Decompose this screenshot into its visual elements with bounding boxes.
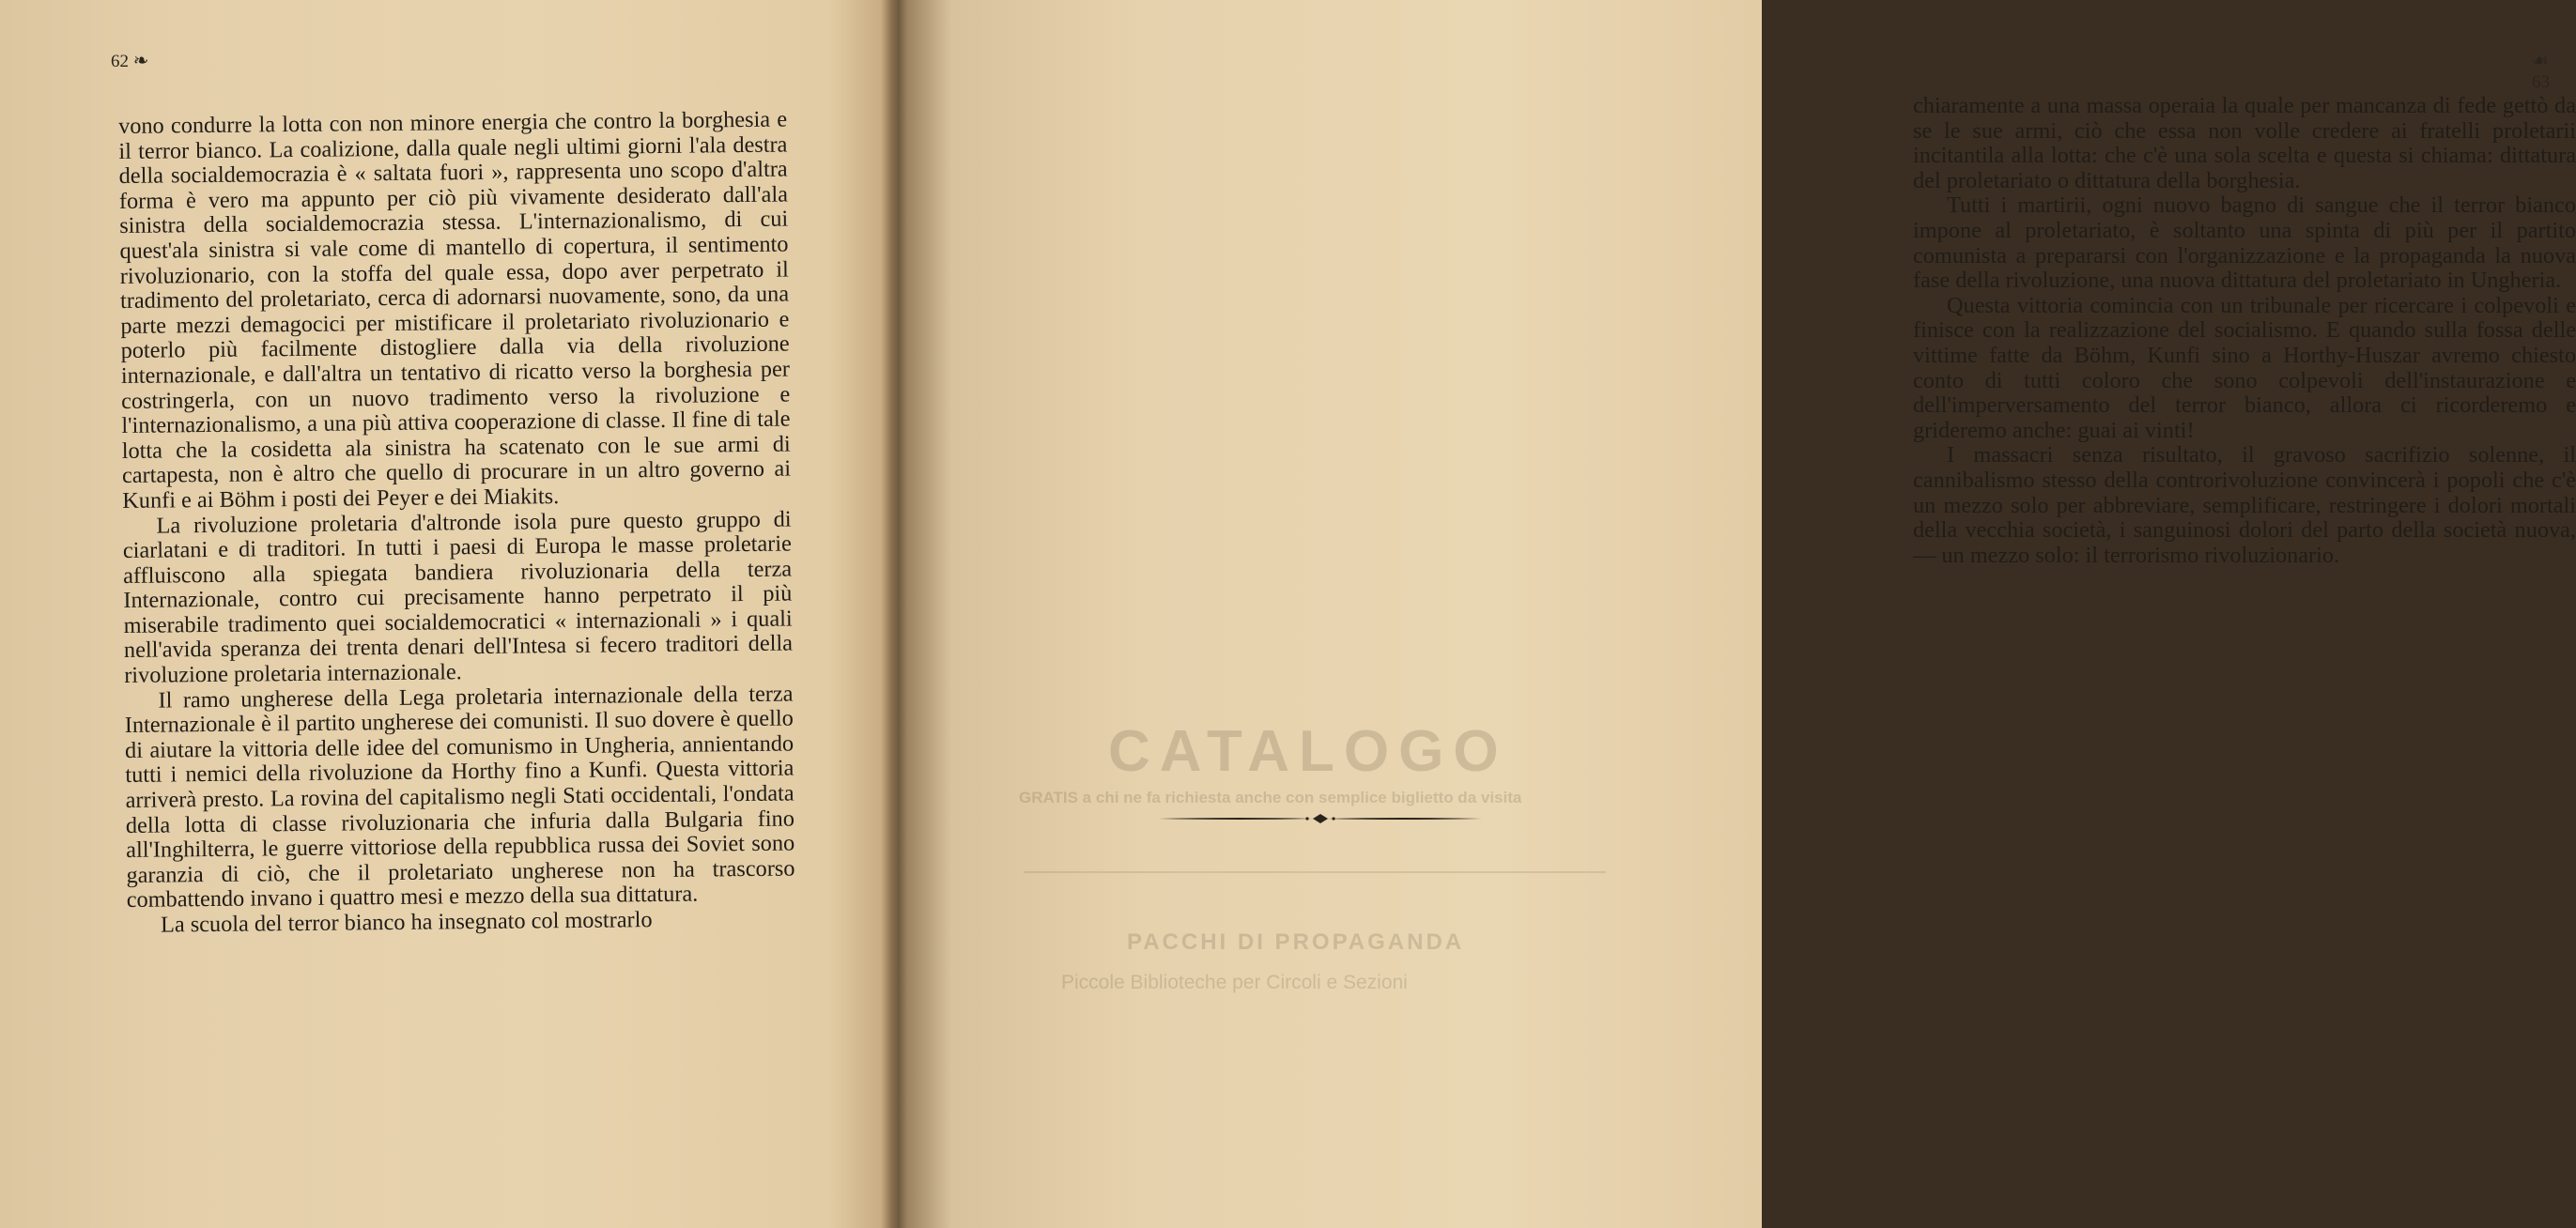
paragraph: La scuola del terror bianco ha insegnato col mostrarlo: [160, 907, 653, 938]
bleed-through-subline: GRATIS a chi ne fa richiesta anche con semplice biglietto da visita: [1019, 789, 1522, 806]
bleed-through-heading: CATALOGO: [1108, 719, 1508, 784]
page-number-value: 62: [111, 52, 129, 71]
fleuron-icon: ❧: [132, 51, 149, 71]
paragraph: La rivoluzione proletaria d'altronde isola pure questo gruppo di ciarlatani e di traditori. In tutti i paesi di Europa le masse proletarie affluiscono alla spiegata bandiera rivoluzionaria della terza Internazionale, contro cui precisamente hanno perpetrato il più miserabile tradimento quei socialdemocratici « internazionali » i quali nell'avida speranza dei trenta denari dell'Intesa si fecero traditori della rivoluzione proletaria internazionale.: [122, 506, 794, 689]
paragraph: vono condurre la lotta con non minore energia che contro la borghesia e il terror bianco. La coalizione, dalla quale negli ultimi giorni l'ala destra della socialdemocrazia è « saltata fuori », rappresenta uno scopo d'altra forma è vero ma appunto per ciò più vivamente desiderato dall'ala sinistra della socialdemocrazia stessa. L'internazionalismo, di cui quest'ala sinistra si vale come di mantello di copertura, il sentimento rivoluzionario, con la stoffa del quale essa, dopo aver perpetrato il tradimento del proletariato, cerca di adornarsi nuovamente, sono, da una parte mezzi demagocici per mistificare il proletariato rivoluzionario e poterlo più facilmente distogliere dalla via della rivoluzione internazionale, e dall'altra un tentativo di ricatto verso la borghesia per costringerla, con un nuovo tradimento verso la rivoluzione e l'internazionalismo, a una più attiva cooperazione di classe. Il fine di tale lotta che la cosidetta ala sinistra ha scatenato con le sue armi di cartapesta, non è altro che quello di procurare in un altro governo ai Kunfi e ai Böhm i posti dei Peyer e dei Miakits.: [117, 106, 792, 514]
page-number: [2532, 49, 2550, 93]
paragraph: chiaramente a una massa operaia la quale per mancanza di fede gettò da se le sue armi, ciò che essa non volle credere ai fratelli proletarii incitantila alla lotta: che c'è una sola scelta e questa si chiama: dittatura del proletariato o dittatura della borghesia.: [1913, 93, 2576, 193]
paragraph: Il ramo ungherese della Lega proletaria internazionale della terza Internazionale è il partito ungherese dei comunisti. Il suo dovere è quello di aiutare la vittoria delle idee del comunismo in Ungheria, annientando tutti i nemici della rivoluzione da Horthy fino a Kunfi. Questa vittoria arriverà presto. La rovina del capitalismo negli Stati occidentali, l'ondata della lotta di classe rivoluzionaria che infuria dalla Bulgaria fino all'Inghilterra, le guerre vittoriose della repubblica russa dei Soviet sono garanzia di ciò, che il proletariato ungherese non ha trascorso combattendo invano i quattro mesi e mezzo della sua dittatura.: [124, 681, 795, 913]
right-page: [925, 0, 2576, 1228]
bleed-through-section-sub: Piccole Biblioteche per Circoli e Sezioni: [1061, 972, 1408, 993]
left-page: [0, 0, 883, 1228]
paragraph: Questa vittoria comincia con un tribunale per ricercare i colpevoli e finisce con la realizzazione del socialismo. E quando sulla fossa delle vittime fatte da Böhm, Kunfi sino a Horthy-Huszar avremo chiesto conto di tutti coloro che sono colpevoli dell'instaurazione e dell'imperversamento del terror bianco, allora ci ricorderemo e grideremo anche: guai ai vinti!: [1913, 292, 2576, 443]
bleed-through-section: PACCHI DI PROPAGANDA: [1127, 929, 1465, 955]
page-number: [111, 49, 149, 72]
page-number-value: 63: [2532, 72, 2550, 92]
fleuron-icon: ☙: [2532, 51, 2549, 71]
paragraph: I massacri senza risultato, il gravoso sacrifizio solenne, il cannibalismo stesso della controrivoluzione convincerà i popoli che c'è un mezzo solo per abbreviare, semplificare, restringere i dolori mortali della vecchia società, i sanguinosi dolori del parto della società nuova, — un mezzo solo: il terrorismo rivoluzionario.: [1913, 442, 2576, 568]
right-page-body: [1913, 94, 2576, 568]
paragraph: Tutti i martirii, ogni nuovo bagno di sangue che il terror bianco impone al proletariato, è soltanto una spinta di più per il partito comunista a prepararsi con l'organizzazione e la propaganda la nuova fase della rivoluzione, una nuova dittatura del proletariato in Ungheria.: [1913, 192, 2576, 294]
left-page-body: [118, 108, 795, 939]
ornamental-divider: [1157, 811, 1484, 826]
